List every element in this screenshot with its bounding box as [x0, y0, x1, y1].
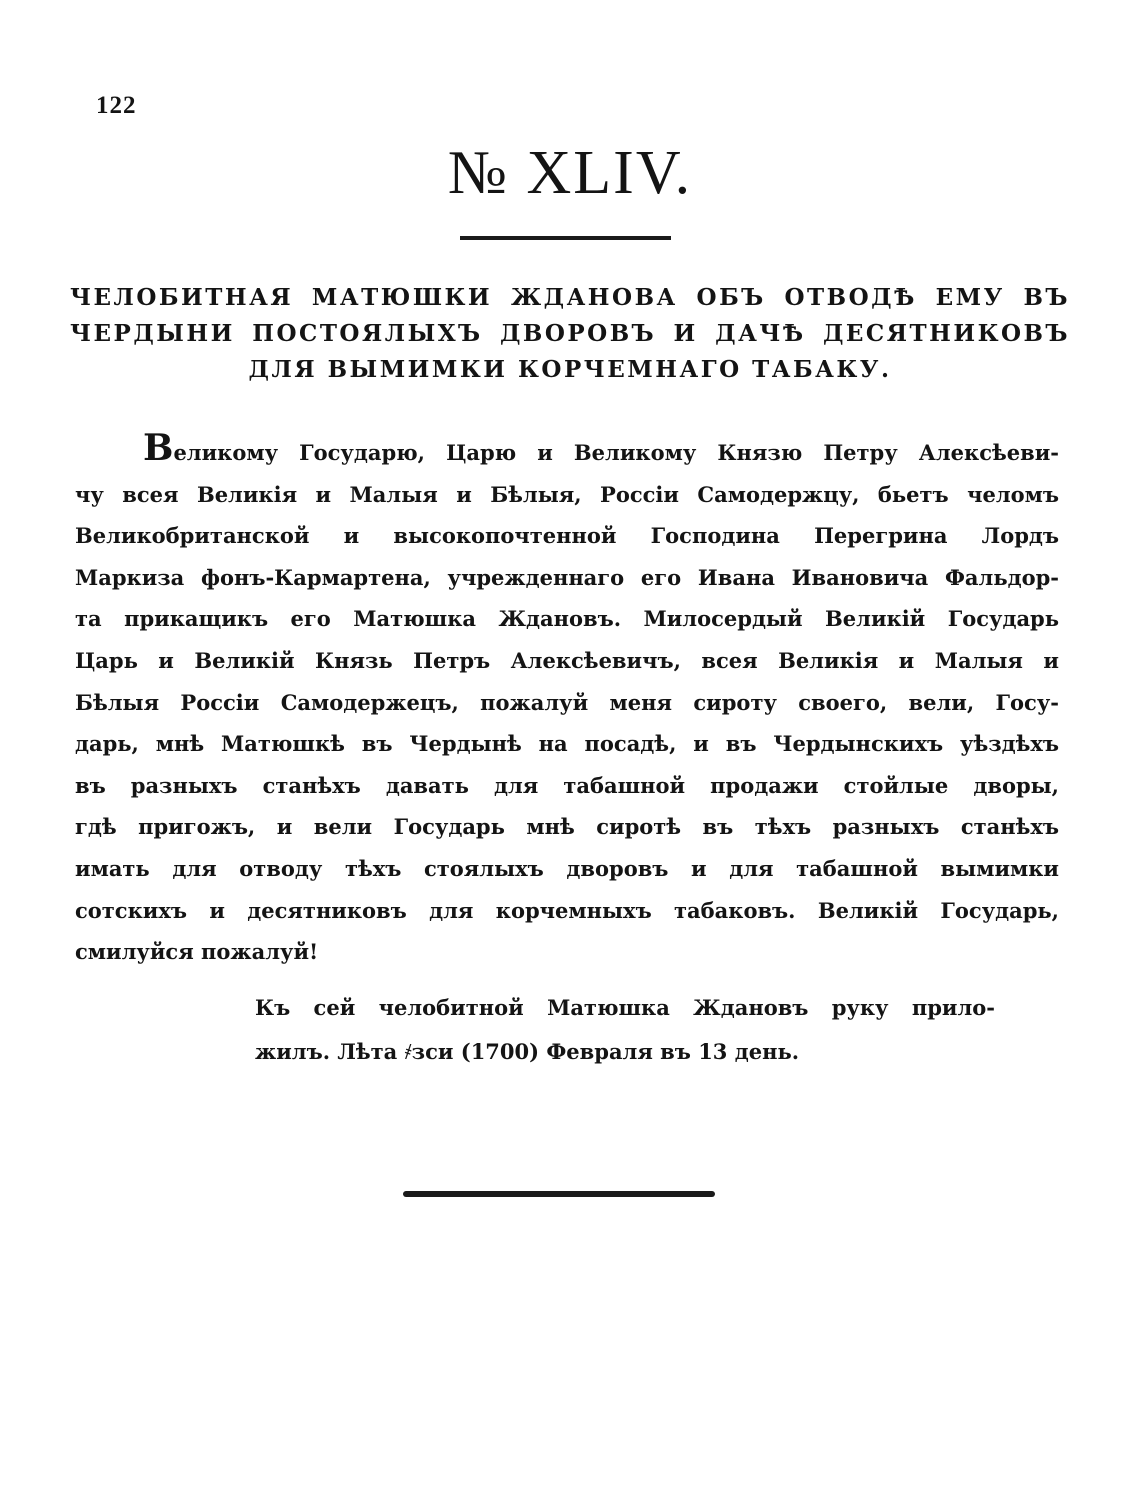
top-divider-rule	[460, 236, 671, 240]
page-number: 122	[96, 92, 137, 119]
heading-line: ЧЕРДЫНИ ПОСТОЯЛЫХЪ ДВОРОВЪ И ДАЧѢ ДЕСЯТНИКОВЪ	[70, 320, 1070, 347]
body-line: въ разныхъ станѣхъ давать для табашной продажи стойлые дворы,	[75, 772, 1059, 798]
bottom-divider-rule	[403, 1191, 715, 1197]
heading-line: ДЛЯ ВЫМИМКИ КОРЧЕМНАГО ТАБАКУ.	[248, 356, 892, 383]
body-line: чу всея Великія и Малыя и Бѣлыя, Россіи Самодержцу, бьетъ челомъ	[75, 481, 1059, 507]
body-line: имать для отводу тѣхъ стоялыхъ дворовъ и для табашной вымимки	[75, 855, 1059, 881]
document-heading	[70, 280, 1070, 388]
petition-body	[75, 427, 1059, 973]
heading-line: ЧЕЛОБИТНАЯ МАТЮШКИ ЖДАНОВА ОБЪ ОТВОДѢ ЕМУ ВЪ	[70, 284, 1070, 311]
body-line: гдѣ пригожъ, и вели Государь мнѣ сиротѣ въ тѣхъ разныхъ станѣхъ	[75, 814, 1059, 840]
document-number: № XLIV.	[447, 139, 693, 207]
drop-initial: В	[143, 427, 174, 469]
body-line: Бѣлыя Россіи Самодержецъ, пожалуй меня сироту своего, вели, Госу-	[75, 689, 1059, 715]
body-line: сотскихъ и десятниковъ для корчемныхъ табаковъ. Великій Государь,	[75, 897, 1059, 923]
signoff-line: жилъ. Лѣта ҂зси (1700) Февраля въ 13 день.	[255, 1039, 800, 1064]
body-line: Великобританской и высокопочтенной Господина Перегрина Лордъ	[75, 523, 1059, 549]
body-line	[75, 427, 1059, 474]
body-line: та прикащикъ его Матюшка Ждановъ. Милосердый Великій Государь	[75, 606, 1059, 632]
body-line: дарь, мнѣ Матюшкѣ въ Чердынѣ на посадѣ, и въ Чердынскихъ уѣздѣхъ	[75, 731, 1059, 757]
body-line: Маркиза фонъ-Кармартена, учрежденнаго его Ивана Ивановича Фальдор-	[75, 564, 1059, 590]
body-line-text: еликому Государю, Царю и Великому Князю Петру Алексѣеви-	[173, 440, 1059, 465]
body-line: смилуйся пожалуй!	[75, 939, 319, 965]
signoff	[255, 986, 995, 1074]
body-line: Царь и Великій Князь Петръ Алексѣевичъ, всея Великія и Малыя и	[75, 647, 1059, 673]
signoff-line: Къ сей челобитной Матюшка Ждановъ руку прило-	[255, 995, 995, 1020]
